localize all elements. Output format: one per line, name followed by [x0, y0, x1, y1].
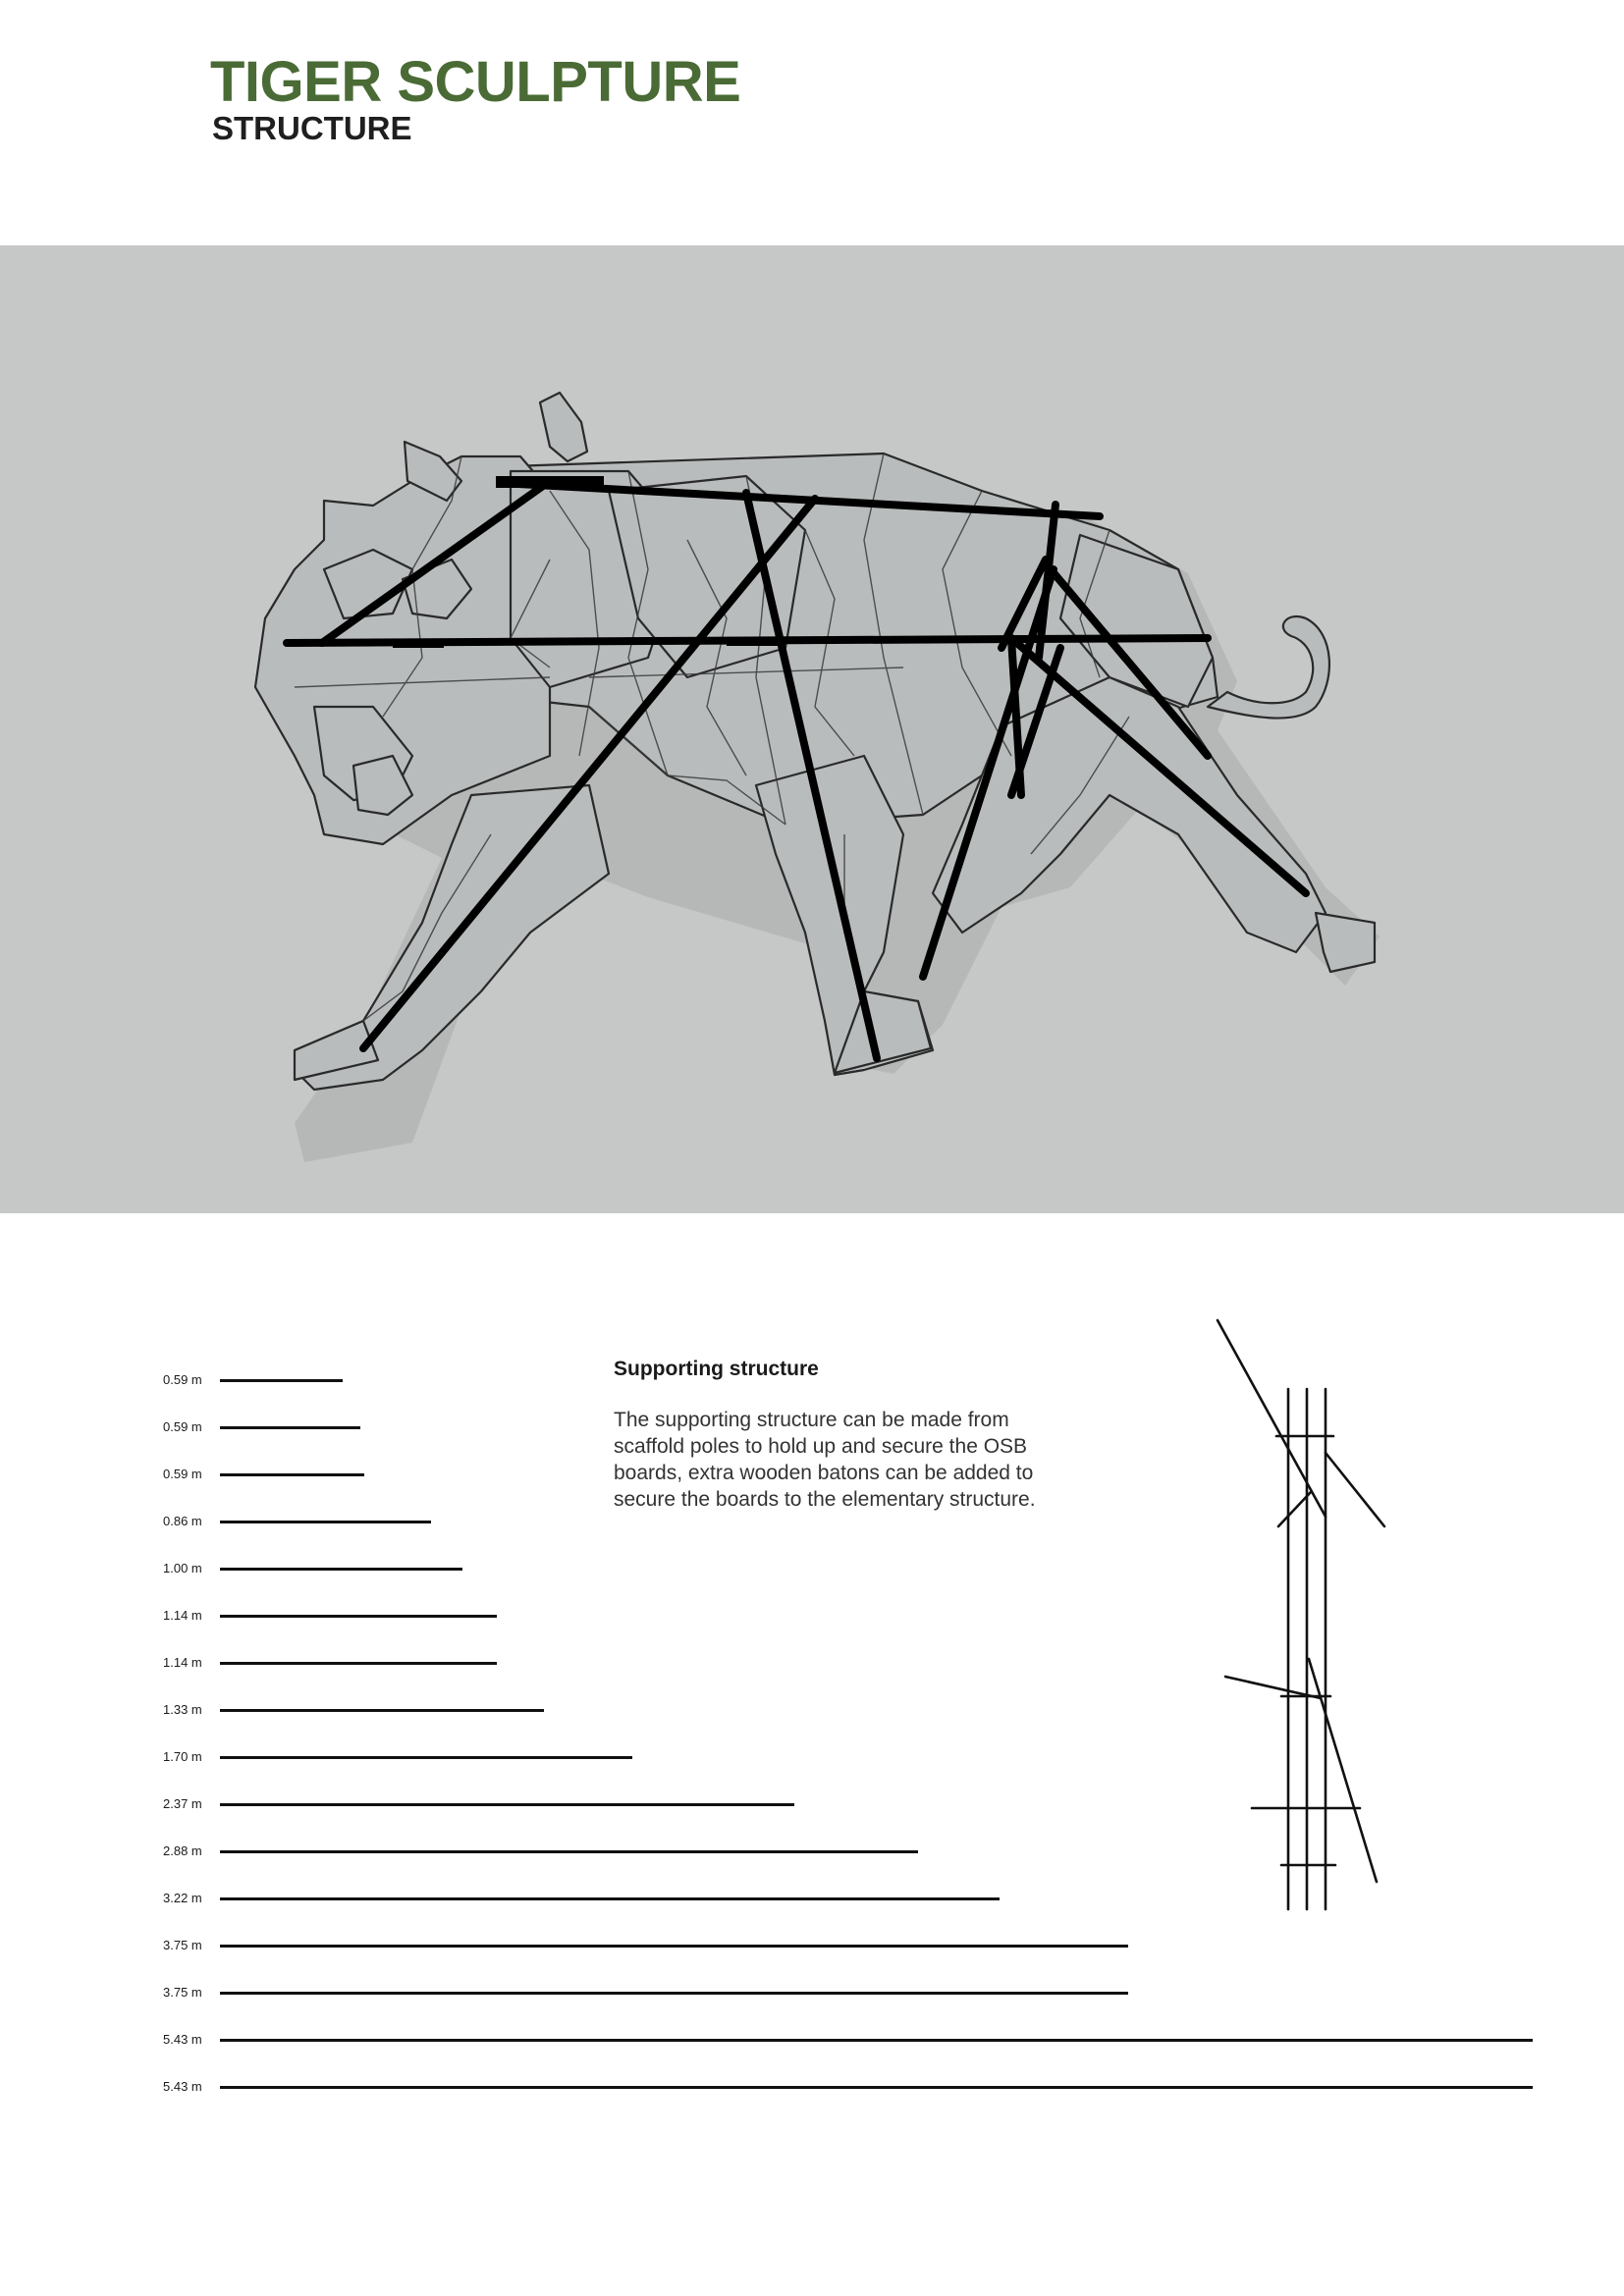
pole-length-label: 0.59 m	[163, 1419, 202, 1434]
pole-bar	[220, 1945, 1128, 1948]
pole-bar	[220, 1568, 462, 1571]
page-subtitle: STRUCTURE	[212, 110, 412, 146]
pole-length-label: 1.70 m	[163, 1749, 202, 1764]
pole-bar	[220, 1756, 632, 1759]
pole-length-label: 5.43 m	[163, 2079, 202, 2094]
supporting-structure-text	[614, 1358, 1046, 1513]
pole-length-label: 0.59 m	[163, 1467, 202, 1481]
pole-length-label: 1.14 m	[163, 1655, 202, 1670]
tiger-wireframe-icon	[0, 245, 1624, 1213]
pole-length-label: 2.37 m	[163, 1796, 202, 1811]
pole-bar	[220, 1897, 1000, 1900]
pole-length-label: 1.33 m	[163, 1702, 202, 1717]
pole-length-label: 3.75 m	[163, 1985, 202, 2000]
pole-bar	[220, 1992, 1128, 1995]
pole-bar	[220, 1662, 497, 1665]
pole-length-label: 2.88 m	[163, 1843, 202, 1858]
pole-bar	[220, 1615, 497, 1618]
pole-length-label: 0.86 m	[163, 1514, 202, 1528]
section-heading: Supporting structure	[614, 1358, 819, 1380]
pole-bar	[220, 1803, 794, 1806]
scaffold-diagram-icon	[1208, 1306, 1404, 1934]
pole-length-label: 5.43 m	[163, 2032, 202, 2047]
pole-length-label: 1.14 m	[163, 1608, 202, 1623]
pole-bar	[220, 1426, 360, 1429]
pole-length-label: 0.59 m	[163, 1372, 202, 1387]
pole-bar	[220, 1473, 364, 1476]
pole-bar	[220, 2086, 1533, 2089]
pole-bar	[220, 1379, 343, 1382]
section-body: The supporting structure can be made from scaffold poles to hold up and secure the OSB boards, extra wooden batons can be added to secure the boards to the elementary structure.	[614, 1409, 1036, 1511]
pole-length-label: 3.75 m	[163, 1938, 202, 1952]
pole-length-label: 3.22 m	[163, 1891, 202, 1905]
pole-bar	[220, 1850, 918, 1853]
tiger-render-panel	[0, 245, 1624, 1213]
pole-bar	[220, 1521, 431, 1523]
pole-length-label: 1.00 m	[163, 1561, 202, 1575]
page-title: TIGER SCULPTURE	[210, 50, 741, 114]
pole-bar	[220, 1709, 544, 1712]
pole-bar	[220, 2039, 1533, 2042]
